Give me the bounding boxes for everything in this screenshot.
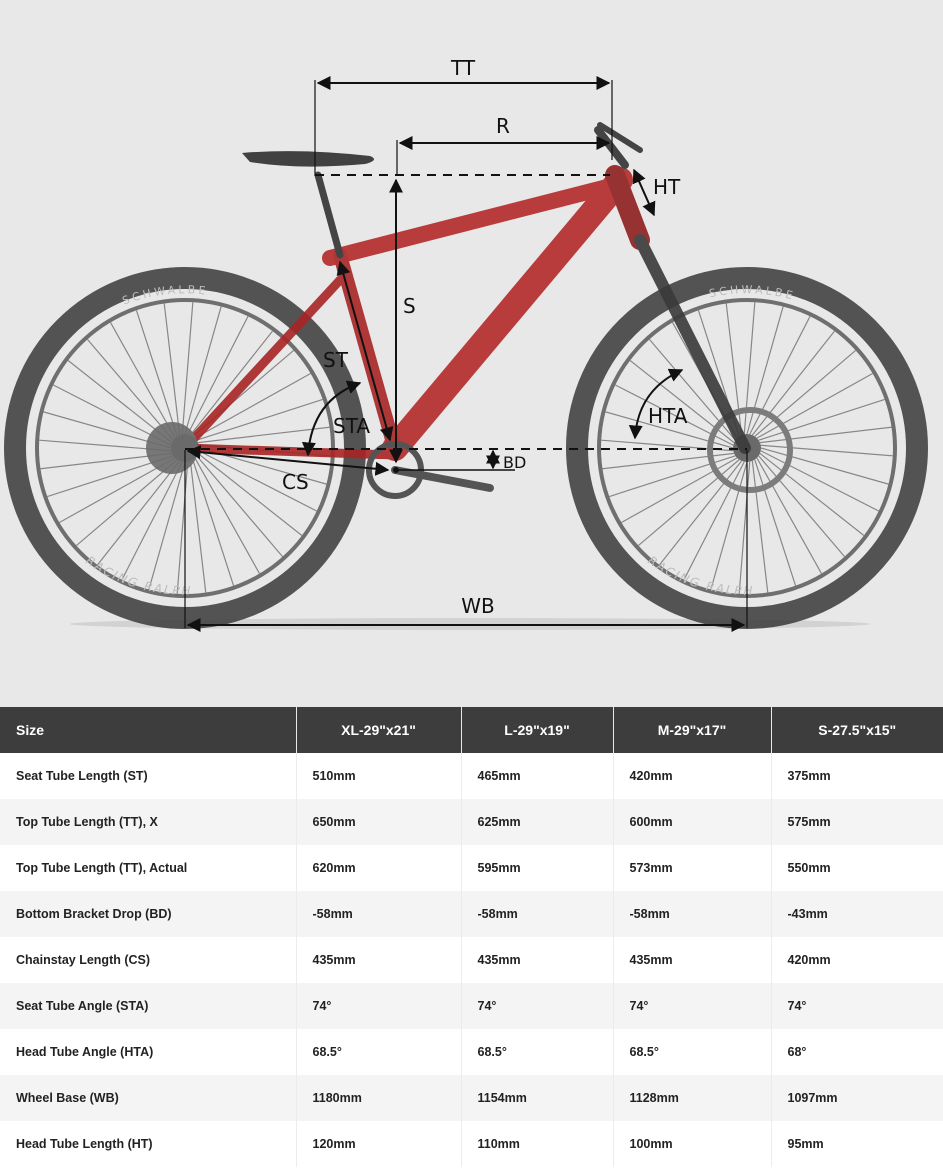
row-label: Wheel Base (WB) [0, 1075, 296, 1121]
table-cell: 573mm [613, 845, 771, 891]
table-cell: 375mm [771, 753, 943, 799]
table-cell: 74° [771, 983, 943, 1029]
table-row [0, 1029, 943, 1075]
table-cell: 1128mm [613, 1075, 771, 1121]
table-row [0, 1075, 943, 1121]
header-size: Size [0, 707, 296, 753]
table-cell: 95mm [771, 1121, 943, 1167]
header-m: M-29"x17" [613, 707, 771, 753]
row-label: Top Tube Length (TT), X [0, 799, 296, 845]
table-cell: 74° [613, 983, 771, 1029]
table-cell: 1097mm [771, 1075, 943, 1121]
table-cell: 435mm [296, 937, 461, 983]
row-label: Head Tube Length (HT) [0, 1121, 296, 1167]
table-cell: 595mm [461, 845, 613, 891]
front-tire-brand: SCHWALBE [707, 283, 797, 303]
table-cell: 420mm [613, 753, 771, 799]
label-cs: CS [282, 470, 309, 494]
table-cell: 575mm [771, 799, 943, 845]
table-cell: 68.5° [613, 1029, 771, 1075]
table-cell: 420mm [771, 937, 943, 983]
table-cell: -58mm [296, 891, 461, 937]
label-s: S [403, 294, 416, 318]
head-tube [615, 175, 640, 240]
saddle [242, 151, 374, 166]
table-cell: 68.5° [296, 1029, 461, 1075]
table-cell: 465mm [461, 753, 613, 799]
label-sta: STA [333, 414, 371, 438]
rear-tire-model: RACING RALPH [83, 553, 193, 598]
label-ht: HT [653, 175, 681, 199]
table-row [0, 799, 943, 845]
row-label: Bottom Bracket Drop (BD) [0, 891, 296, 937]
header-xl: XL-29"x21" [296, 707, 461, 753]
table-cell: 74° [461, 983, 613, 1029]
table-cell: -58mm [461, 891, 613, 937]
table-cell: 1154mm [461, 1075, 613, 1121]
header-s: S-27.5"x15" [771, 707, 943, 753]
table-cell: -58mm [613, 891, 771, 937]
table-cell: 68.5° [461, 1029, 613, 1075]
table-cell: 550mm [771, 845, 943, 891]
table-cell: 68° [771, 1029, 943, 1075]
table-cell: -43mm [771, 891, 943, 937]
table-cell: 100mm [613, 1121, 771, 1167]
header-l: L-29"x19" [461, 707, 613, 753]
label-wb: WB [461, 594, 495, 618]
table-header-row [0, 707, 943, 753]
row-label: Top Tube Length (TT), Actual [0, 845, 296, 891]
label-bd: BD [503, 453, 527, 472]
table-row [0, 1121, 943, 1167]
table-cell: 620mm [296, 845, 461, 891]
table-cell: 600mm [613, 799, 771, 845]
table-cell: 625mm [461, 799, 613, 845]
rear-tire-brand: SCHWALBE [120, 283, 210, 308]
row-label: Seat Tube Angle (STA) [0, 983, 296, 1029]
table-cell: 1180mm [296, 1075, 461, 1121]
geometry-table [0, 707, 943, 1167]
table-row [0, 891, 943, 937]
table-cell: 74° [296, 983, 461, 1029]
row-label: Seat Tube Length (ST) [0, 753, 296, 799]
row-label: Head Tube Angle (HTA) [0, 1029, 296, 1075]
crank-arm [395, 470, 490, 488]
label-r: R [496, 114, 510, 138]
label-hta: HTA [648, 404, 688, 428]
seat-post [318, 175, 340, 255]
table-cell: 435mm [613, 937, 771, 983]
table-row [0, 983, 943, 1029]
table-cell: 435mm [461, 937, 613, 983]
table-cell: 110mm [461, 1121, 613, 1167]
table-cell: 650mm [296, 799, 461, 845]
label-st: ST [323, 348, 348, 372]
front-tire-model: RACING RALPH [645, 553, 755, 598]
table-row [0, 753, 943, 799]
table-row [0, 845, 943, 891]
label-tt: TT [450, 56, 476, 80]
row-label: Chainstay Length (CS) [0, 937, 296, 983]
table-row [0, 937, 943, 983]
table-cell: 510mm [296, 753, 461, 799]
table-cell: 120mm [296, 1121, 461, 1167]
